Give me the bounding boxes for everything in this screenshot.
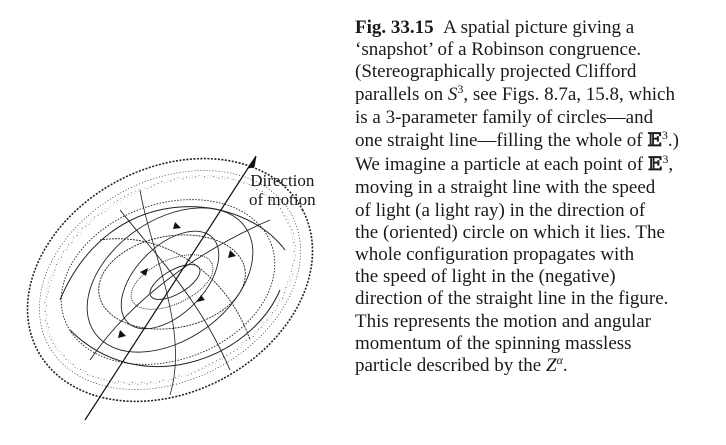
caption-line: particle described by the $Z^\alpha$. [355,353,568,377]
figure-caption [355,17,723,378]
caption-line: parallels on $S^3$, see Figs. 8.7a, 15.8, which [355,81,675,105]
label-line-1: Direction [250,171,315,190]
torus-drawing [0,0,350,445]
caption-line: the speed of light in the (negative) [355,266,616,288]
caption-line: (Stereographically projected Clifford [355,61,637,83]
caption-line: of light (a light ray) in the direction of [355,199,646,221]
label-line-2: of motion [249,190,316,209]
direction-of-motion-label [249,171,316,209]
caption-line: momentum of the spinning massless [355,332,632,354]
caption-line: ‘snapshot’ of a Robinson congruence. [355,39,642,61]
s3-symbol: S [447,83,458,105]
e3-symbol: 𝔼 [647,129,662,152]
caption-line: is a 3-parameter family of circles—and [355,106,654,128]
caption-line: moving in a straight line with the speed [355,177,656,199]
caption-line: direction of the straight line in the figure. [355,288,669,310]
caption-line: the (oriented) circle on which it lies. The [355,221,665,243]
caption-line: one straight line—filling the whole of 𝔼$^3$.) [355,128,679,152]
caption-line: We imagine a particle at each point of 𝔼$^3$, [355,152,674,176]
caption-line: Fig. 33.15 A spatial picture giving a [355,17,635,38]
caption-line: whole configuration propagates with [355,244,635,266]
z-alpha-symbol: Z [545,355,557,377]
figure-number: Fig. 33.15 [355,17,434,38]
caption-line: This represents the motion and angular [355,310,652,332]
e3-symbol: 𝔼 [647,153,663,176]
robinson-congruence-figure [0,0,350,445]
